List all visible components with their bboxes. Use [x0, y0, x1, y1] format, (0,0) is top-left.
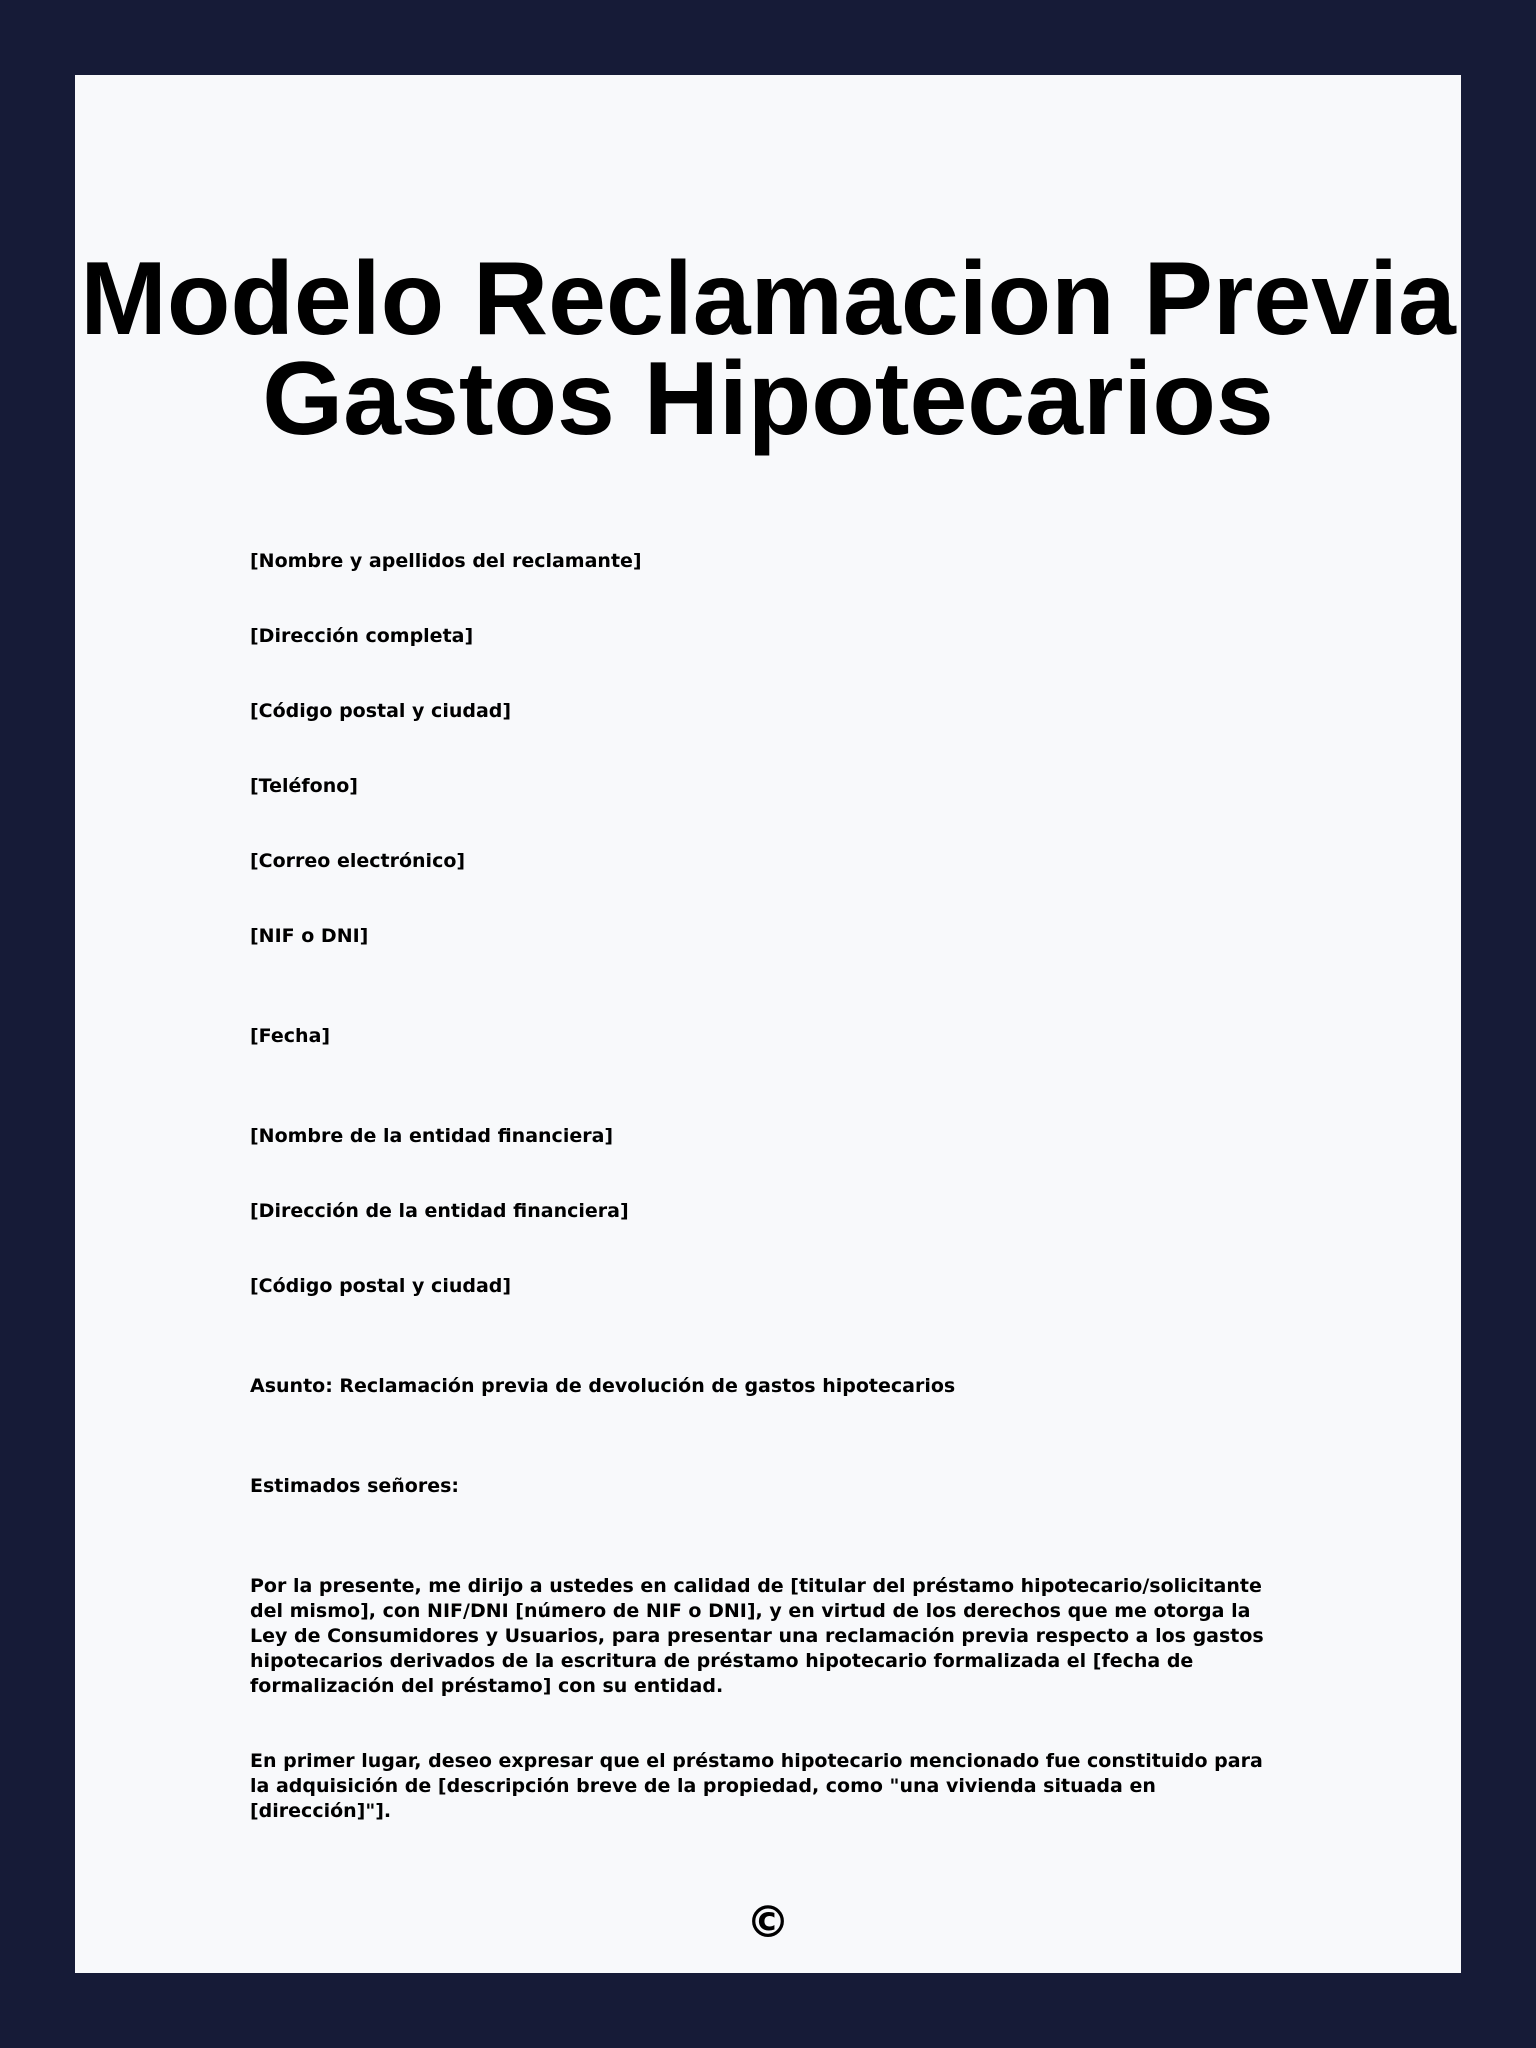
- sender-email: [Correo electrónico]: [250, 850, 466, 872]
- sender-id: [NIF o DNI]: [250, 925, 369, 947]
- recipient-name: [Nombre de la entidad financiera]: [250, 1125, 614, 1147]
- letter-date: [Fecha]: [250, 1025, 331, 1047]
- sender-address: [Dirección completa]: [250, 625, 474, 647]
- title-line-2: Gastos Hipotecarios: [262, 341, 1274, 457]
- document-page: [75, 75, 1461, 1973]
- recipient-postal-city: [Código postal y ciudad]: [250, 1275, 512, 1297]
- letter-paragraph-1: Por la presente, me dirijo a ustedes en calidad de [titular del préstamo hipotecario/solicitante del mismo], con NIF/DNI [número de NIF o DNI], y en virtud de los derechos que me otorga la Ley de Consumidores y Usuarios, para presentar una reclamación previa respecto a los gastos hipotecarios derivados de la escritura de préstamo hipotecario formalizada el [fecha de formalización del préstamo] con su entidad.: [250, 1575, 1264, 1697]
- letter-greeting: Estimados señores:: [250, 1475, 460, 1497]
- title-line-1: Modelo Reclamacion Previa: [80, 241, 1456, 357]
- letter-paragraph-2: En primer lugar, deseo expresar que el préstamo hipotecario mencionado fue constituido para la adquisición de [descripción breve de la propiedad, como "una vivienda situada en [dirección]"].: [250, 1750, 1263, 1822]
- letter-subject: Asunto: Reclamación previa de devolución de gastos hipotecarios: [250, 1375, 956, 1397]
- sender-name: [Nombre y apellidos del reclamante]: [250, 550, 642, 572]
- sender-phone: [Teléfono]: [250, 775, 358, 797]
- copyright-icon: ©: [746, 1897, 790, 1948]
- recipient-address: [Dirección de la entidad financiera]: [250, 1200, 629, 1222]
- document-title: [75, 241, 1461, 457]
- sender-postal-city: [Código postal y ciudad]: [250, 700, 512, 722]
